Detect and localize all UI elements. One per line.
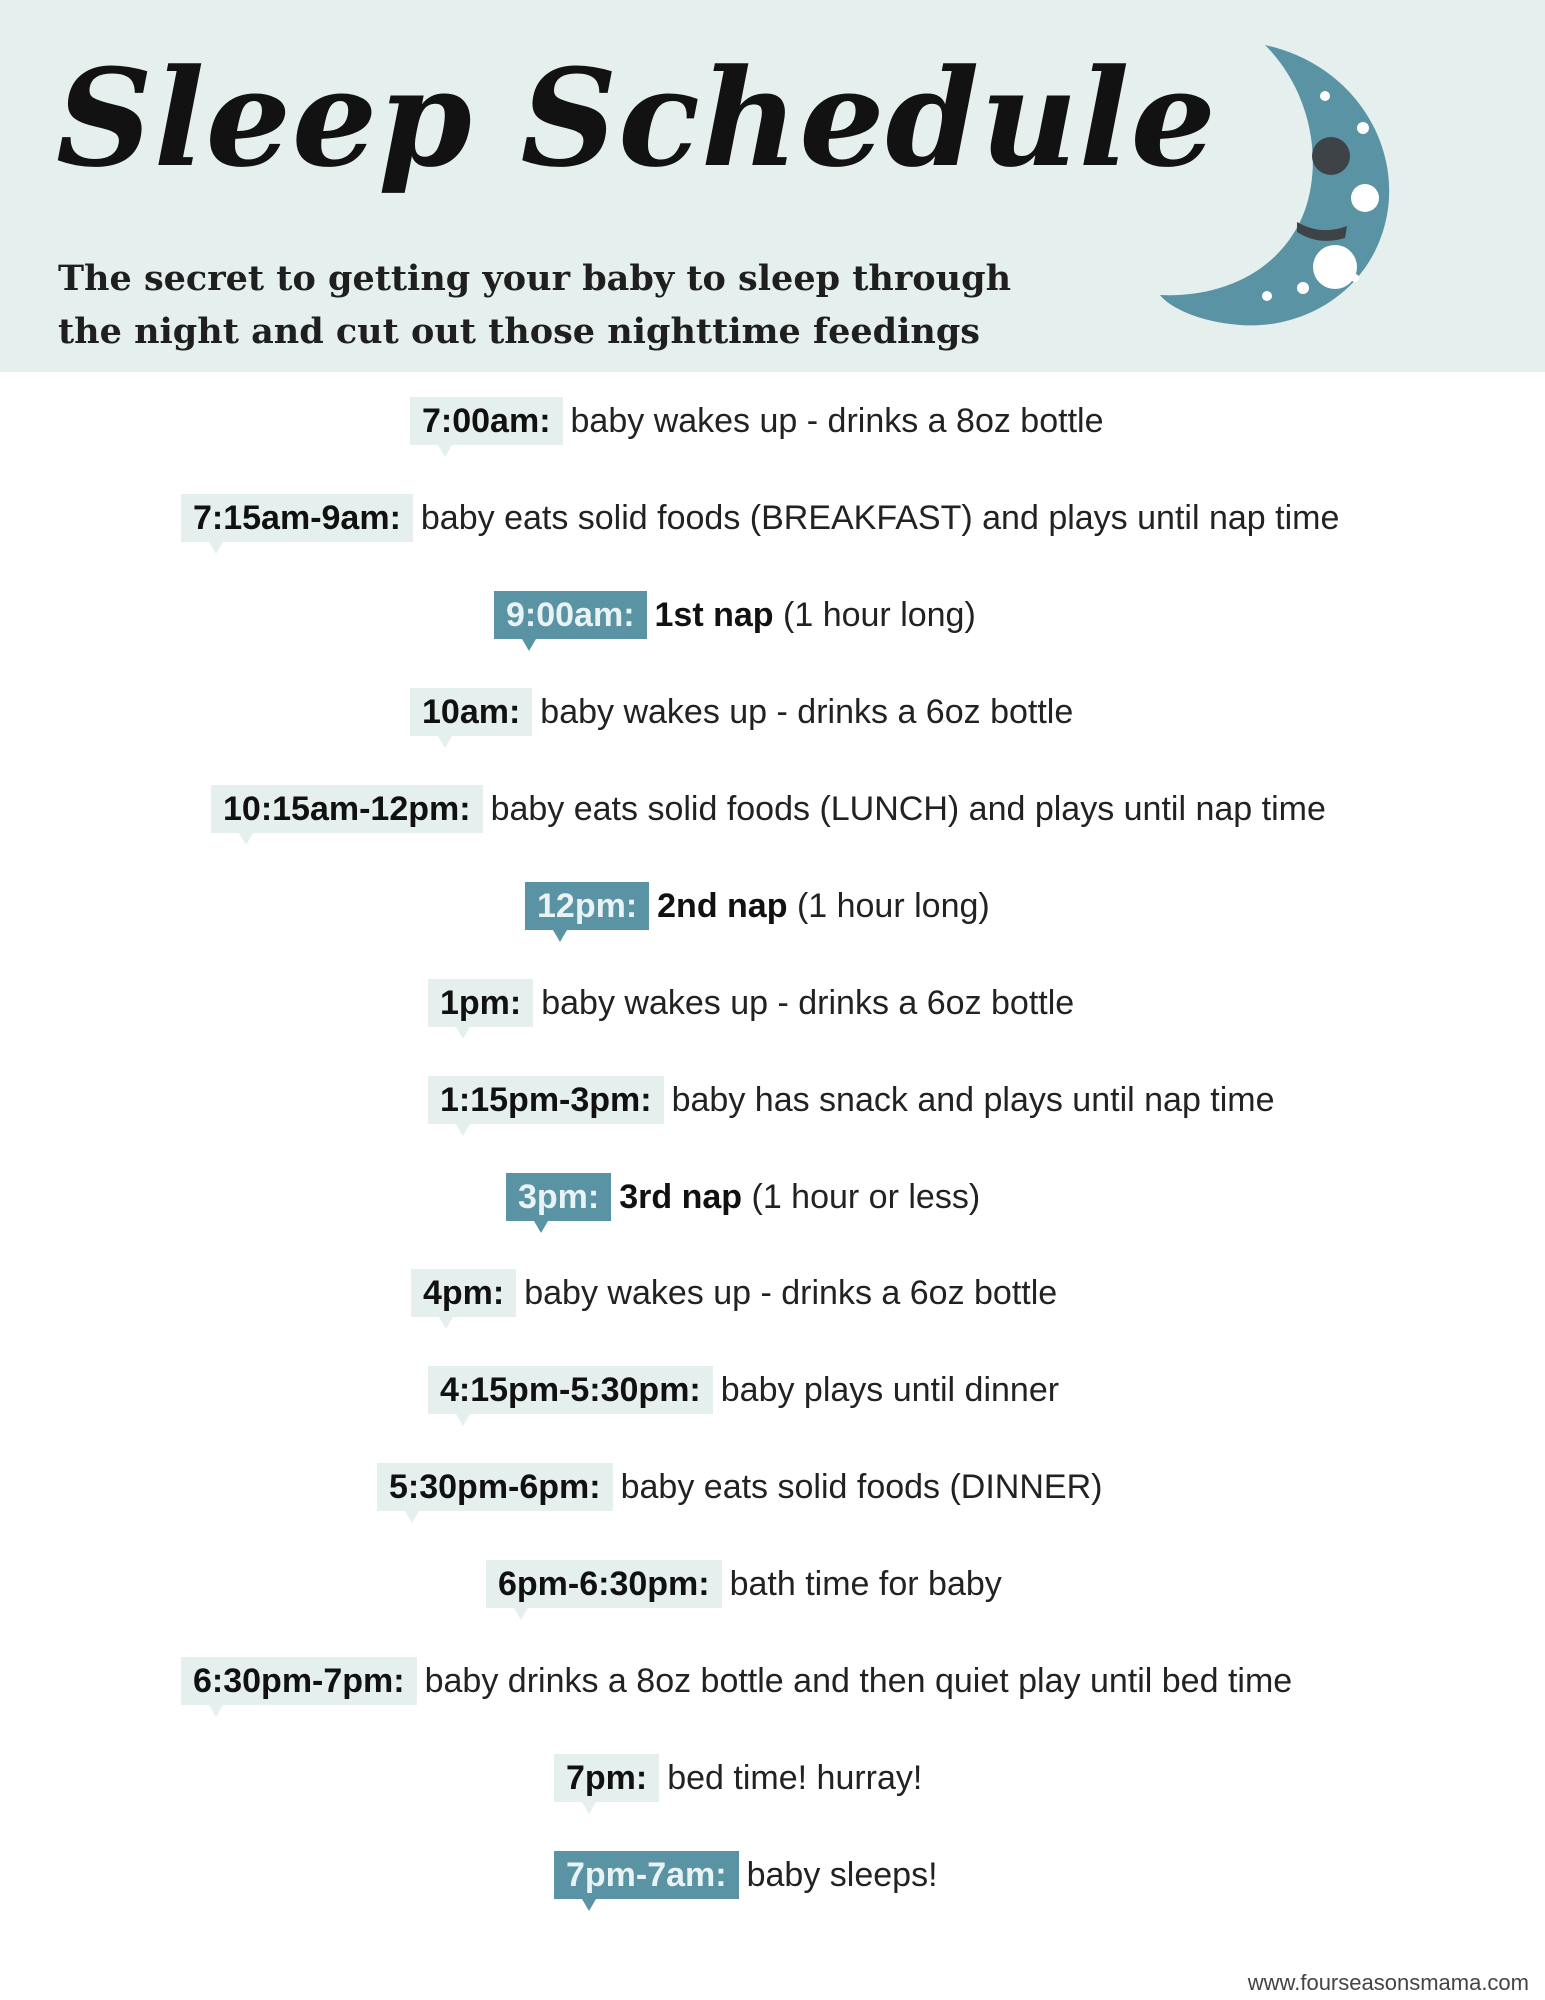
activity-text: bath time for baby xyxy=(729,1565,1002,1603)
schedule-row xyxy=(428,978,1074,1028)
subtitle-line-1: The secret to getting your baby to sleep through xyxy=(58,258,1012,299)
schedule-row xyxy=(554,1850,938,1900)
nap-label: 3rd nap xyxy=(619,1178,743,1216)
schedule-row xyxy=(428,1075,1275,1125)
schedule-row xyxy=(506,1172,980,1222)
activity-text: baby wakes up - drinks a 6oz bottle xyxy=(540,693,1074,731)
subtitle-line-2: the night and cut out those nighttime feedings xyxy=(58,311,980,352)
schedule-row xyxy=(486,1559,1002,1609)
activity-text: baby eats solid foods (LUNCH) and plays until nap time xyxy=(490,790,1326,828)
schedule-row xyxy=(554,1753,922,1803)
schedule-row xyxy=(410,687,1073,737)
time-label: 10:15am-12pm: xyxy=(211,785,483,833)
time-label: 7pm-7am: xyxy=(554,1851,739,1899)
time-label: 9:00am: xyxy=(494,591,647,639)
footer-website: www.fourseasonsmama.com xyxy=(1247,1970,1529,1995)
activity-text: baby drinks a 8oz bottle and then quiet play until bed time xyxy=(424,1662,1293,1700)
activity-text xyxy=(657,882,990,930)
page-title: Sleep Schedule xyxy=(56,39,1217,197)
schedule-row xyxy=(181,1656,1292,1706)
time-label: 7pm: xyxy=(554,1754,659,1802)
time-label: 3pm: xyxy=(506,1173,611,1221)
schedule-row xyxy=(211,784,1326,834)
schedule-row xyxy=(377,1462,1102,1512)
schedule-row xyxy=(181,493,1339,543)
activity-text: baby eats solid foods (DINNER) xyxy=(620,1468,1103,1506)
nap-duration: (1 hour or less) xyxy=(751,1178,981,1216)
moon-face-icon xyxy=(1155,40,1395,330)
activity-text: baby wakes up - drinks a 6oz bottle xyxy=(541,984,1075,1022)
time-label: 7:00am: xyxy=(410,397,563,445)
schedule-row xyxy=(428,1365,1059,1415)
time-label: 4pm: xyxy=(411,1269,516,1317)
schedule-row xyxy=(494,590,976,640)
activity-text: baby has snack and plays until nap time xyxy=(671,1081,1275,1119)
nap-label: 2nd nap xyxy=(657,887,788,925)
time-label: 10am: xyxy=(410,688,532,736)
time-label: 5:30pm-6pm: xyxy=(377,1463,613,1511)
activity-text: baby wakes up - drinks a 8oz bottle xyxy=(570,402,1104,440)
header-banner xyxy=(0,0,1545,372)
schedule-row xyxy=(410,396,1103,446)
nap-duration: (1 hour long) xyxy=(783,596,976,634)
activity-text: baby plays until dinner xyxy=(720,1371,1060,1409)
time-label: 6:30pm-7pm: xyxy=(181,1657,417,1705)
activity-text: baby wakes up - drinks a 6oz bottle xyxy=(524,1274,1058,1312)
time-label: 1:15pm-3pm: xyxy=(428,1076,664,1124)
time-label: 12pm: xyxy=(525,882,649,930)
schedule-row xyxy=(525,881,990,931)
activity-text: bed time! hurray! xyxy=(667,1759,923,1797)
activity-text xyxy=(655,591,976,639)
time-label: 6pm-6:30pm: xyxy=(486,1560,722,1608)
time-label: 1pm: xyxy=(428,979,533,1027)
nap-duration: (1 hour long) xyxy=(796,887,990,925)
time-label: 4:15pm-5:30pm: xyxy=(428,1366,713,1414)
nap-label: 1st nap xyxy=(654,596,774,634)
page-subtitle xyxy=(58,252,1078,358)
activity-text: baby sleeps! xyxy=(746,1856,938,1894)
schedule-row xyxy=(411,1268,1057,1318)
activity-text: baby eats solid foods (BREAKFAST) and plays until nap time xyxy=(420,499,1340,537)
activity-text xyxy=(619,1173,980,1221)
time-label: 7:15am-9am: xyxy=(181,494,413,542)
